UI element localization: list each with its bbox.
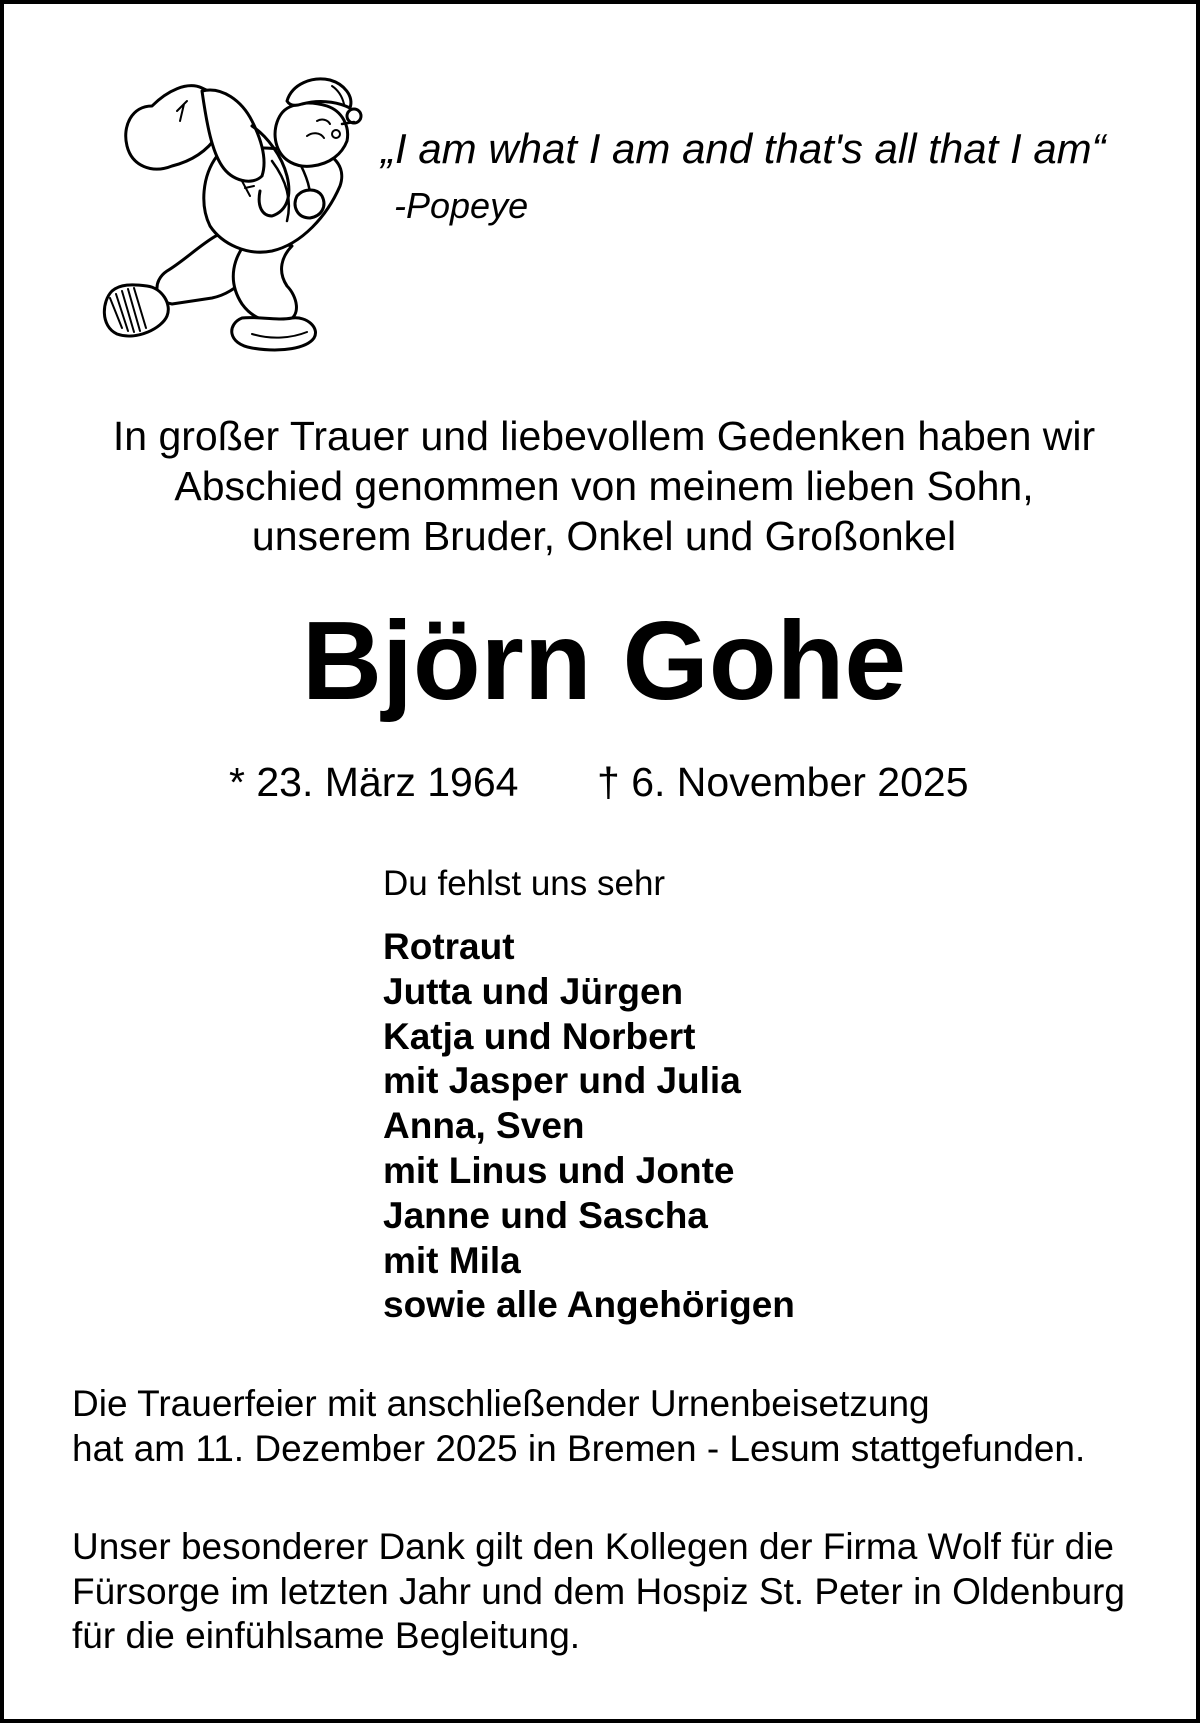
intro-line: In großer Trauer und liebevollem Gedenken haben wir	[112, 413, 1096, 459]
ceremony-line: Die Trauerfeier mit anschließender Urnenbeisetzung	[72, 1383, 930, 1424]
ceremony-info	[72, 1382, 1085, 1471]
thanks-line: Unser besonderer Dank gilt den Kollegen der Firma Wolf für die	[72, 1526, 1114, 1567]
mourner-item: Katja und Norbert	[383, 1015, 696, 1057]
mourner-item: Janne und Sascha	[383, 1194, 708, 1236]
mourner-item: Anna, Sven	[383, 1105, 585, 1147]
intro-text	[4, 411, 1200, 561]
farewell-line: Du fehlst uns sehr	[383, 864, 666, 903]
deceased-name: Björn Gohe	[301, 599, 907, 723]
mourner-item: Jutta und Jürgen	[383, 970, 684, 1012]
quote-author: -Popeye	[394, 185, 529, 226]
mourner-item: sowie alle Angehörigen	[383, 1284, 795, 1326]
thanks-line: Fürsorge im letzten Jahr und dem Hospiz St. Peter in Oldenburg	[72, 1570, 1125, 1612]
intro-line: Abschied genommen von meinem lieben Sohn,	[174, 463, 1034, 509]
mourner-item: Rotraut	[383, 926, 515, 967]
popeye-illustration-icon	[92, 66, 388, 356]
intro-line: unserem Bruder, Onkel und Großonkel	[251, 513, 957, 559]
thanks-note	[72, 1525, 1125, 1659]
birth-date: * 23. März 1964	[229, 759, 519, 805]
mourner-item: mit Jasper und Julia	[383, 1060, 741, 1102]
mourners-list	[383, 925, 795, 1328]
popeye-quote: „I am what I am and that's all that I am“	[381, 125, 1106, 172]
thanks-line: für die einfühlsame Begleitung.	[72, 1615, 581, 1656]
ceremony-line: hat am 11. Dezember 2025 in Bremen - Lesum stattgefunden.	[72, 1427, 1086, 1469]
mourner-item: mit Mila	[383, 1239, 521, 1281]
mourner-item: mit Linus und Jonte	[383, 1149, 735, 1191]
death-date: † 6. November 2025	[597, 759, 969, 805]
